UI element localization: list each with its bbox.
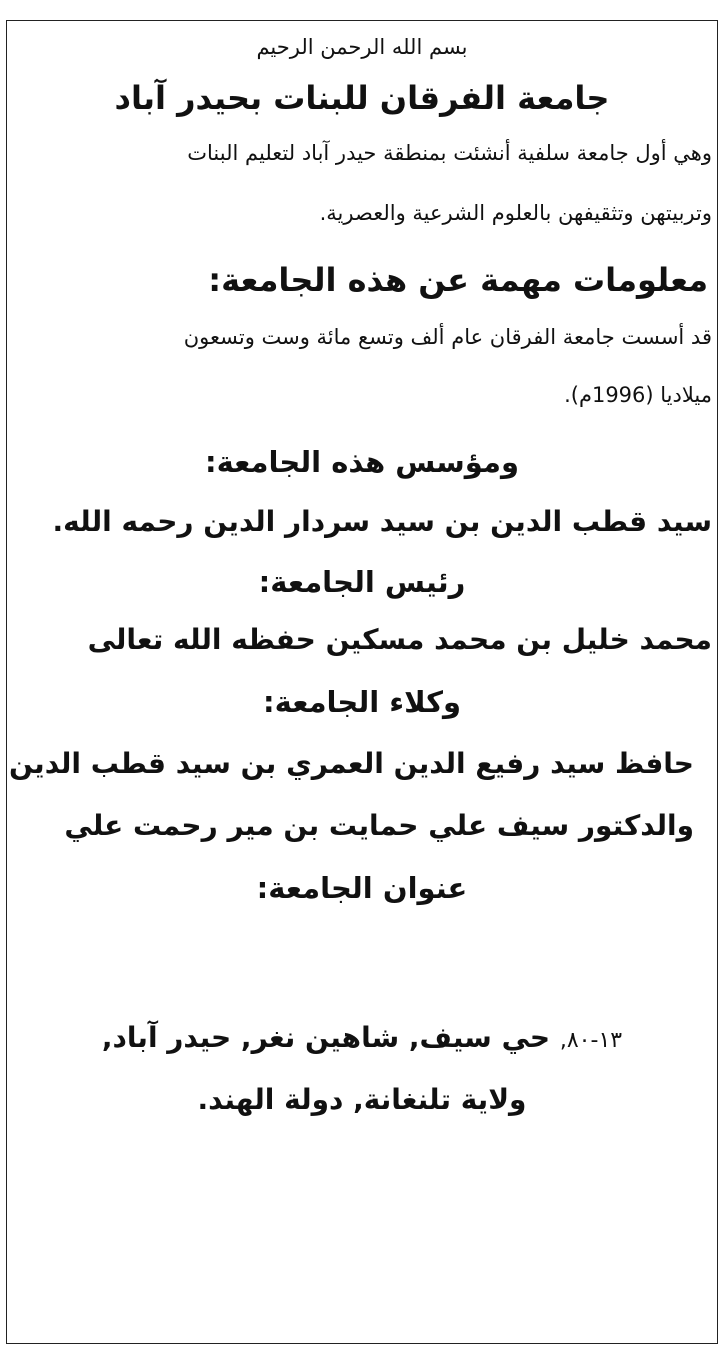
address-line-1 xyxy=(10,1020,714,1082)
founded-line-2: ميلاديا (1996م). xyxy=(564,383,712,407)
intro-line-1: وهي أول جامعة سلفية أنشئت بمنطقة حيدر آباد لتعليم البنات xyxy=(187,141,712,165)
founder-name: سيد قطب الدين بن سيد سردار الدين رحمه الله. xyxy=(52,505,712,538)
address-line-2: ولاية تلنغانة, دولة الهند. xyxy=(197,1083,527,1116)
agents-heading: وكلاء الجامعة: xyxy=(263,685,461,719)
university-title: جامعة الفرقان للبنات بحيدر آباد xyxy=(114,79,610,117)
president-heading: رئيس الجامعة: xyxy=(258,565,466,599)
address-street: حي سيف, شاهين نغر, حيدر آباد, xyxy=(101,1021,551,1054)
address-heading: عنوان الجامعة: xyxy=(256,871,468,905)
agent-2: والدكتور سيف علي حمايت بن مير رحمت علي xyxy=(64,809,694,842)
president-name: محمد خليل بن محمد مسكين حفظه الله تعالى xyxy=(87,623,712,656)
basmala: بسم الله الرحمن الرحيم xyxy=(256,35,468,59)
address-number: ١٣-٨٠, xyxy=(559,1028,623,1053)
info-heading: معلومات مهمة عن هذه الجامعة: xyxy=(208,261,708,299)
document-body xyxy=(10,34,714,1144)
founded-line-1: قد أسست جامعة الفرقان عام ألف وتسع مائة وست وتسعون xyxy=(183,325,712,349)
intro-line-2: وتربيتهن وتثقيفهن بالعلوم الشرعية والعصرية. xyxy=(319,201,712,225)
founder-heading: ومؤسس هذه الجامعة: xyxy=(205,445,519,479)
agent-1: حافظ سيد رفيع الدين العمري بن سيد قطب الدين xyxy=(8,747,694,780)
